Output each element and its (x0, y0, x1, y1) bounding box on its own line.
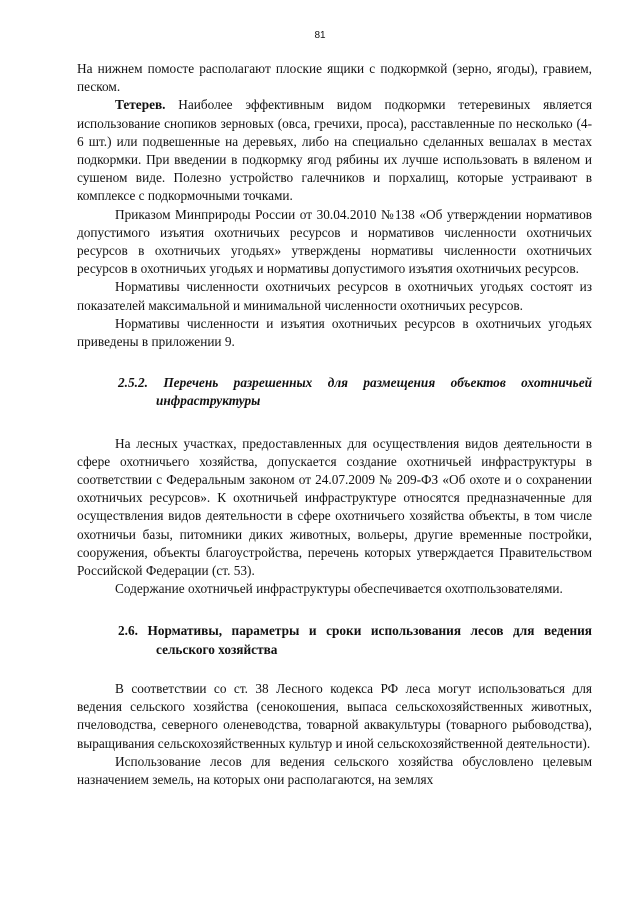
paragraph-text: Наиболее эффективным видом подкормки тетеревиных является использование снопиков зерновых (овса, гречихи, проса), расставленные по несколько (4-6 шт.) или подвешенные на деревьях, либо на специально сделанных вешалах в местах подкормки. При введении в подкормку ягод рябины их лучше использовать в вяленом и сушеном виде. Полезно устройство галечников и порхалищ, которые устраивают в комплексе с подкормочными точками. (77, 97, 592, 204)
paragraph-feeding-platform: На нижнем помосте располагают плоские ящики с подкормкой (зерно, ягоды), гравием, песком. (77, 61, 592, 95)
paragraph-lead-term: Тетерев. (115, 97, 166, 113)
paragraph-hunting-infrastructure: На лесных участках, предоставленных для осуществления видов деятельности в сфере охотничьего хозяйства, допускается создание охотничьей инфраструктуры в соответствии с Федеральным законом от 24.07.2009 № 209-ФЗ «Об охоте и о сохранении охотничьих ресурсов». К охотничьей инфраструктуре относятся предназначенные для осуществления видов деятельности в сфере охотничьего хозяйства объекты, в том числе охотничьи базы, питомники диких животных, вольеры, другие временные постройки, сооружения, объекты благоустройства, перечень которых утверждается Правительством Российской Федерации (ст. 53). (77, 435, 592, 579)
document-body (77, 60, 592, 789)
paragraph-ministry-order: Приказом Минприроды России от 30.04.2010 №138 «Об утверждении нормативов допустимого изъятия охотничьих ресурсов и нормативов численности охотничьих ресурсов в охотничьих угодьях» утверждены нормативы численности охотничьих ресурсов в охотничьих угодьях и нормативы допустимого изъятия охотничьих ресурсов. (77, 206, 592, 277)
paragraph-forest-code-article: В соответствии со ст. 38 Лесного кодекса РФ леса могут использоваться для ведения сельского хозяйства (сенокошения, выпаса сельскохозяйственных животных, пчеловодства, северного оленеводства, товарной аквакультуры (товарного рыбоводства), выращивания сельскохозяйственных культур и иной сельскохозяйственной деятельности). (77, 680, 592, 751)
paragraph-land-purpose: Использование лесов для ведения сельского хозяйства обусловлено целевым назначением земель, на которых они располагаются, на землях (77, 753, 592, 787)
paragraph-infrastructure-maintenance: Содержание охотничьей инфраструктуры обеспечивается охотпользователями. (115, 581, 563, 597)
page-number: 81 (314, 30, 326, 41)
paragraph-norms-appendix: Нормативы численности и изъятия охотничьих ресурсов в охотничьих угодьях приведены в приложении 9. (77, 315, 592, 350)
section-heading-hunting-infrastructure: 2.5.2. Перечень разрешенных для размещения объектов охотничьей инфраструктуры (118, 375, 592, 409)
paragraph-black-grouse (77, 96, 592, 205)
section-heading-agriculture: 2.6. Нормативы, параметры и сроки использования лесов для ведения сельского хозяйства (118, 623, 592, 657)
paragraph-norms-composition: Нормативы численности охотничьих ресурсов в охотничьих угодьях состоят из показателей максимальной и минимальной численности охотничьих ресурсов. (77, 279, 592, 313)
